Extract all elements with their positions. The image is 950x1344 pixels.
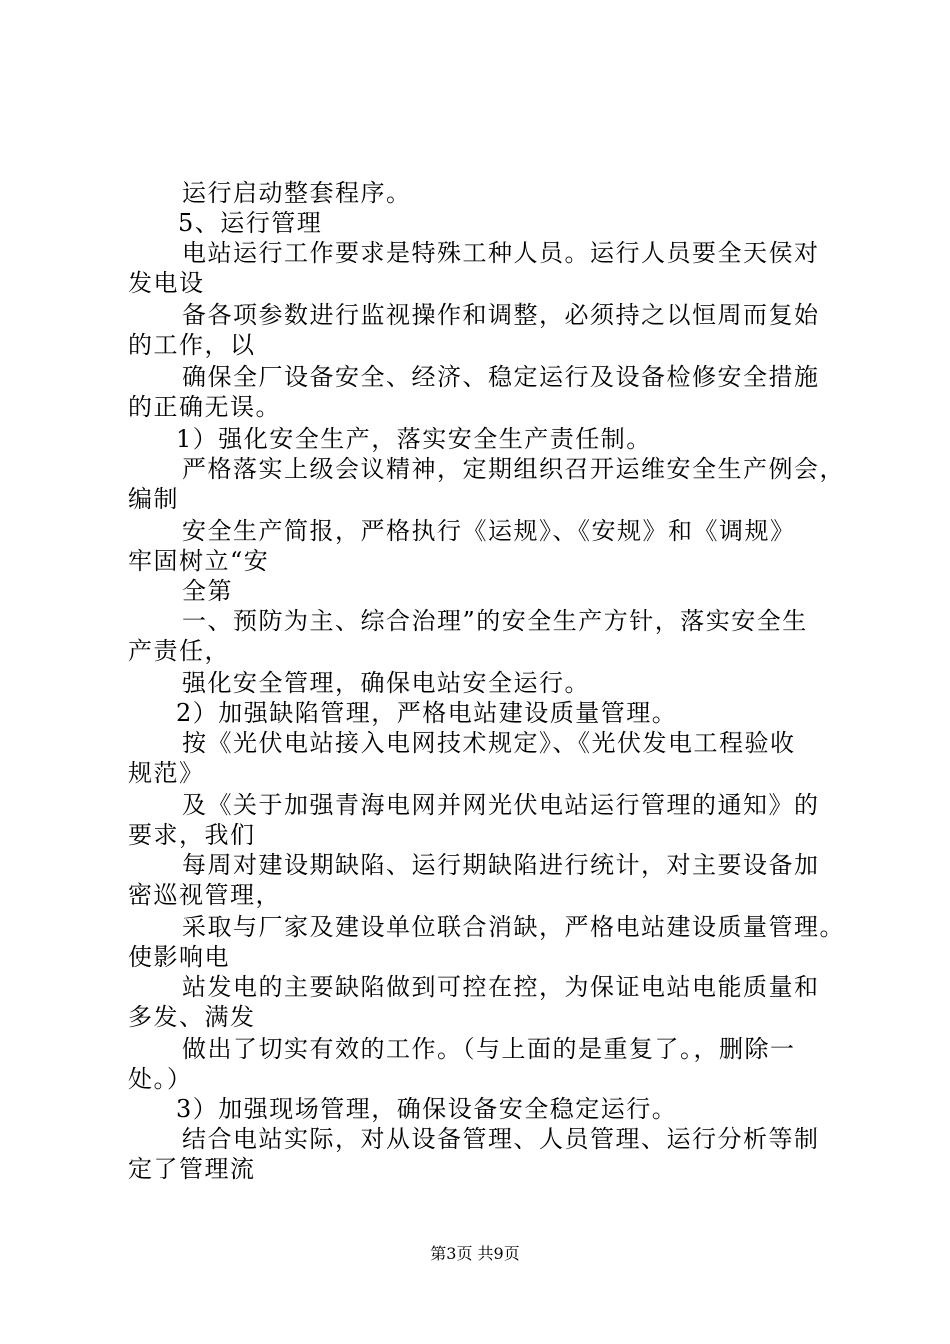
text-line: 结合电站实际，对从设备管理、人员管理、运行分析等制 xyxy=(182,1125,820,1153)
text-line: 运行启动整套程序。 xyxy=(182,179,412,207)
text-line: 电站运行工作要求是特殊工种人员。运行人员要全天侯对 xyxy=(182,239,820,267)
subsection-heading: 3）加强现场管理，确保设备安全稳定运行。 xyxy=(176,1095,678,1123)
text-line: 每周对建设期缺陷、运行期缺陷进行统计，对主要设备加 xyxy=(182,851,820,879)
text-line: 密巡视管理， xyxy=(128,881,281,909)
text-line: 做出了切实有效的工作。（与上面的是重复了。，删除一 xyxy=(182,1035,796,1063)
text-line: 安全生产简报，严格执行《运规》、《安规》和《调规》 xyxy=(182,517,796,545)
text-line: 要求，我们 xyxy=(128,821,256,849)
text-line: 编制 xyxy=(128,485,179,513)
text-line: 严格落实上级会议精神，定期组织召开运维安全生产例会， xyxy=(182,455,845,483)
text-line: 定了管理流 xyxy=(128,1155,256,1183)
text-line: 备各项参数进行监视操作和调整，必须持之以恒周而复始 xyxy=(182,301,820,329)
text-line: 及《关于加强青海电网并网光伏电站运行管理的通知》的 xyxy=(182,791,820,819)
text-line: 一、预防为主、综合治理”的安全生产方针，落实安全生 xyxy=(182,607,808,635)
section-heading: 5、运行管理 xyxy=(178,209,323,237)
page-number-footer: 第3页 共9页 xyxy=(430,1244,520,1263)
text-line: 发电设 xyxy=(128,269,205,297)
text-line: 采取与厂家及建设单位联合消缺，严格电站建设质量管理。 xyxy=(182,913,845,941)
text-line: 规范》 xyxy=(128,759,205,787)
subsection-heading: 1）强化安全生产，落实安全生产责任制。 xyxy=(176,425,652,453)
text-line: 牢固树立“安 xyxy=(128,547,270,575)
text-line: 强化安全管理，确保电站安全运行。 xyxy=(182,669,590,697)
text-line: 站发电的主要缺陷做到可控在控，为保证电站电能质量和 xyxy=(182,973,820,1001)
text-line: 的工作，以 xyxy=(128,331,256,359)
text-line: 处。） xyxy=(128,1065,193,1093)
text-line: 按《光伏电站接入电网技术规定》、《光伏发电工程验收 xyxy=(182,729,796,757)
text-line: 多发、满发 xyxy=(128,1003,256,1031)
text-line: 全第 xyxy=(182,577,233,605)
text-line: 的正确无误。 xyxy=(128,393,281,421)
text-line: 确保全厂设备安全、经济、稳定运行及设备检修安全措施 xyxy=(182,363,820,391)
text-line: 产责任， xyxy=(128,637,230,665)
text-line: 使影响电 xyxy=(128,943,230,971)
subsection-heading: 2）加强缺陷管理，严格电站建设质量管理。 xyxy=(176,699,678,727)
